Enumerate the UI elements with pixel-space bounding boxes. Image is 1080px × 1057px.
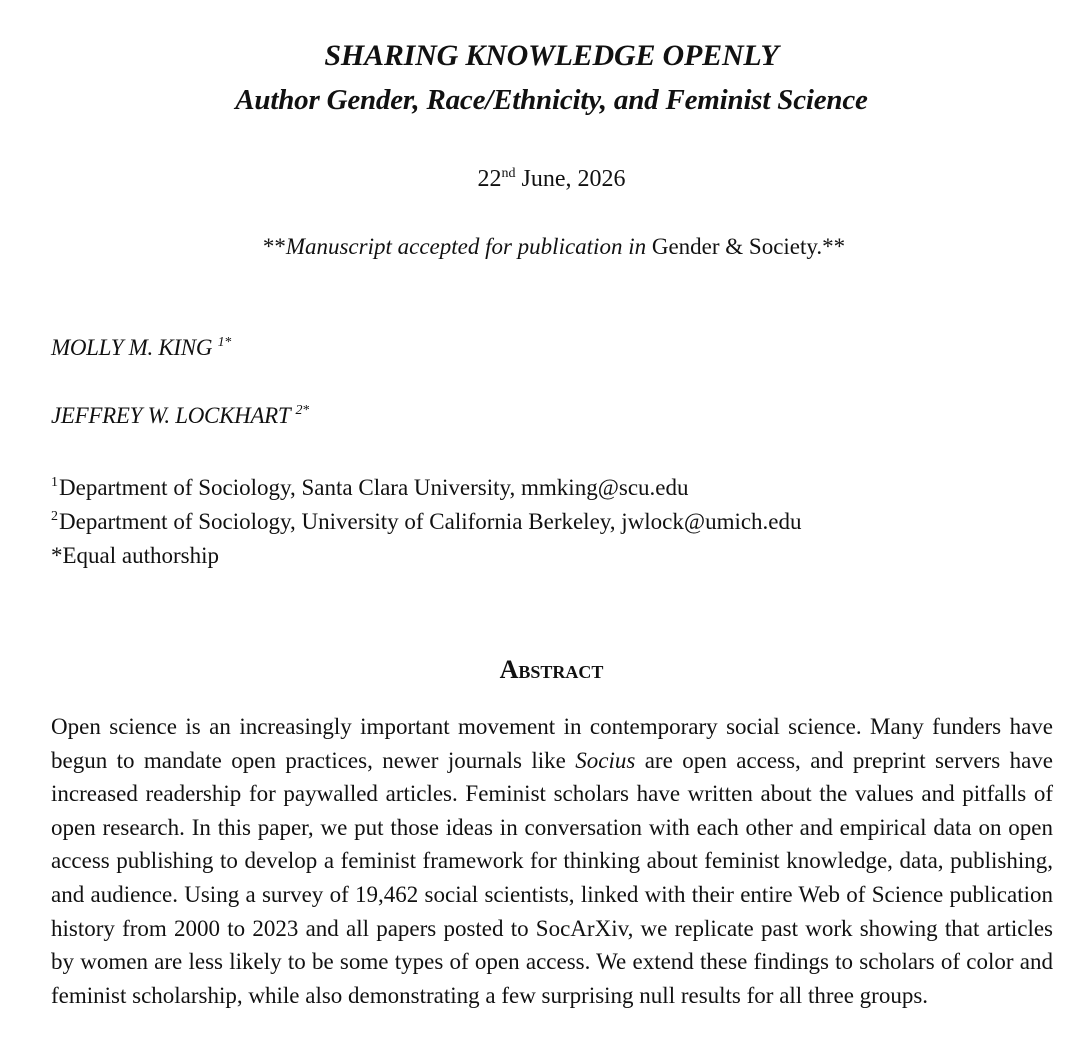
abstract-journal-name: Socius [575,747,636,773]
note-prefix: ** [262,234,286,259]
date-day-suffix: nd [501,166,516,181]
author-1 [51,331,231,365]
affiliation-text: Department of Sociology, Santa Clara University, mmking@scu.edu [59,475,689,500]
acceptance-note [0,230,1080,264]
date-day: 22 [477,166,502,192]
note-journal: Gender & Society. [646,234,823,259]
affiliation-2 [51,505,802,539]
abstract-text-2: are open access, and preprint servers have increased readership for paywalled articles. Feminist scholars have written about the values and pitfalls of open research. In this paper, we put those ideas in conversation with each other and empirical data on open access publishing to develop a feminist framework for thinking about feminist knowledge, data, publishing, and audience. Using a survey of 19,462 social scientists, linked with their entire Web of Science publication history from 2000 to 2023 and all papers posted to SocArXiv, we replicate past work showing that articles by women are less likely to be some types of open access. We extend these findings to scholars of color and feminist scholarship, while also demonstrating a few surprising null results for all three groups. [51,747,1053,1008]
abstract-text-1: Open science is an increasingly important movement in contemporary social science. Many funders have begun to mandate open practices, newer journals like [51,714,1053,773]
paper-title: SHARING KNOWLEDGE OPENLY [324,39,779,72]
abstract-body [51,710,1053,1012]
affiliation-marker: 1 [51,475,58,490]
affiliation-1 [51,471,802,505]
affiliation-text: Department of Sociology, University of California Berkeley, jwlock@umich.edu [59,509,802,534]
affiliation-marker: 2 [51,509,58,524]
abstract-heading: Abstract [499,655,604,684]
author-marker: 1* [217,335,231,350]
note-suffix: ** [822,234,846,259]
author-name: MOLLY M. KING [51,335,218,360]
equal-authorship-note: *Equal authorship [51,543,219,568]
date-month-year: June, 2026 [515,166,626,192]
title-block [0,36,1080,124]
author-marker: 2* [295,403,309,418]
affiliations [51,471,802,573]
note-italic-text: Manuscript accepted for publication in [285,234,647,259]
paper-subtitle: Author Gender, Race/Ethnicity, and Feminist Science [235,84,868,116]
author-name: JEFFREY W. LOCKHART [51,403,296,428]
publication-date [0,162,1080,196]
author-2 [51,399,309,433]
